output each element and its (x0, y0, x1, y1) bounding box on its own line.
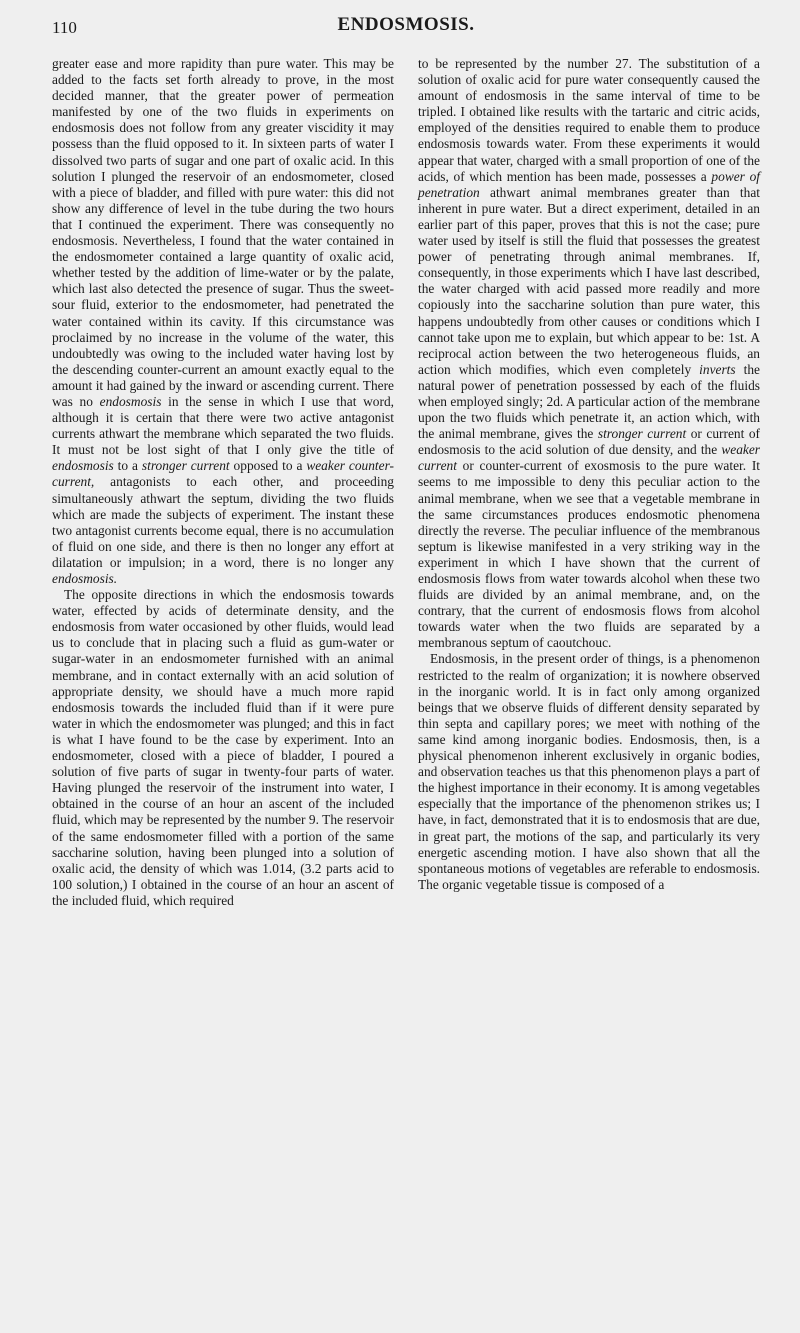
running-head: ENDOSMOSIS. (337, 14, 475, 35)
text-run: antagonists to each other, and proceeding simultaneously athwart the septum, dividing the two fluids which are made the subjects of experiment. The instant these two antagonist currents become equal, there is no accumulation of fluid on one side, and there is then no longer any effort at dilatation or impulsion; in a word, there is no longer any (52, 474, 394, 570)
text-run: or current of endosmosis to the acid solution of due density, and the (418, 426, 760, 458)
italic-run: stronger current (141, 458, 230, 474)
text-run: athwart animal membranes greater than that inherent in pure water. But a direct experiment, detailed in an earlier part of this paper, proves that this is not the case; pure water used by itself is still the fluid that possesses the greatest power of penetrating through animal membranes. If, consequently, in those experiments which I have last described, the water charged with acid passed more readily and more copiously into the saccharine solution than pure water, this happens undoubtedly from other causes or conditions which I cannot take upon me to explain, but which appear to be: 1st. A reciprocal action between the two heterogeneous fluids, an action which modifies, which even completely (418, 184, 760, 377)
text-run: in the sense in which I use that word, although it is certain that there were two active antagonist currents athwart the membrane which separated the two fluids. It must not be lost sight of that I only give the title of (52, 393, 394, 458)
text-columns (52, 56, 760, 909)
left-paragraph-2 (52, 587, 394, 909)
italic-run: endosmosis (99, 393, 162, 409)
page-header (52, 14, 760, 44)
left-paragraph-1 (52, 56, 394, 587)
italic-run: weaker current (418, 442, 760, 474)
italic-run: stronger current (597, 426, 687, 442)
italic-run: weaker counter-current, (52, 458, 394, 490)
text-run: to a (113, 458, 142, 474)
text-run: to be represented by the number 27. The substitution of a solution of oxalic acid for pure water consequently caused the amount of endosmosis in the same interval of time to be tripled. I obtained like results with the tartaric and citric acids, employed of the densities required to enable them to produce endosmosis towards water. From these experiments it would appear that water, charged with a small proportion of one of the acids, of which mention has been made, possesses a (418, 56, 760, 184)
right-paragraph-2 (418, 651, 760, 892)
text-run: Endosmosis, in the present order of things, is a phenomenon restricted to the realm of organization; it is nowhere observed in the inorganic world. It is in fact only among organized beings that we observe fluids of different density separated by thin septa and capillary pores; we meet with nothing of the same kind among inorganic bodies. Endosmosis, then, is a physical phenomenon inherent exclusively in organic bodies, and observation teaches us that this phenomenon plays a part of the highest importance in their economy. It is among vegetables especially that the importance of the phenomenon strikes us; I have, in fact, demonstrated that it is to endosmosis that are due, in great part, the motions of the sap, and particularly its very energetic ascending motion. I have also shown that all the spontaneous motions of vegetables are referable to endosmosis. The organic vegetable tissue is composed of a (418, 651, 760, 892)
right-paragraph-1 (418, 56, 760, 651)
text-run: greater ease and more rapidity than pure water. This may be added to the facts set forth already to prove, in the most decided manner, that the greater power of permeation manifested by one of the two fluids in experiments on endosmosis does not follow from any greater viscidity it may possess than the fluid opposed to it. In sixteen parts of water I dissolved two parts of sugar and one part of oxalic acid. In this solution I plunged the reservoir of an endosmometer, closed with a piece of bladder, and filled with pure water: this did not show any difference of level in the tube during the two hours that I continued the experiment. There was consequently no endosmosis. Nevertheless, I found that the water contained in the endosmometer contained a large quantity of oxalic acid, whether tested by the addition of lime-water or by the palate, which last also detected the presence of sugar. Thus the sweet-sour fluid, exterior to the endosmometer, had penetrated the water contained within its cavity. If this circumstance was proclaimed by no increase in the volume of the water, this undoubtedly was owing to the included water having lost by the descending counter-current an amount exactly equal to the amount it had gained by the inward or ascending current. There was no (52, 56, 394, 409)
text-run: the natural power of penetration possessed by each of the fluids when employed singly; 2d. A particular action of the membrane upon the two fluids which penetrate it, an action which, with the animal membrane, gives the (418, 361, 760, 442)
right-column (418, 56, 760, 909)
italic-run: power of penetration (418, 168, 760, 200)
italic-run: endosmosis. (52, 571, 118, 586)
left-column (52, 56, 394, 909)
text-run: opposed to a (229, 458, 307, 474)
page-number: 110 (52, 18, 77, 37)
italic-run: endosmosis (52, 458, 114, 474)
italic-run: inverts (699, 361, 736, 377)
text-run: or counter-current of exosmosis to the pure water. It seems to me impossible to deny this peculiar action to the animal membrane, when we see that a vegetable membrane in the same circumstances produces endosmotic phenomena directly the reverse. The peculiar influence of the membranous septum is likewise manifested in a very striking way in the experiment in which I have shown that the current of endosmosis flows from water towards alcohol when these two fluids are divided by an animal membrane, and, on the contrary, that the current of endosmosis flows from alcohol towards water when the two fluids are separated by a membranous septum of caoutchouc. (418, 458, 760, 651)
text-run: The opposite directions in which the endosmosis towards water, effected by acids of determinate density, and the endosmosis from water occasioned by other fluids, would lead us to conclude that in placing such a fluid as gum-water or sugar-water in an endosmometer furnished with an animal membrane, and in contact externally with an acid solution of appropriate density, we should have a much more rapid endosmosis towards the included fluid than if it were pure water in which the endosmometer was plunged; and this in fact is what I have found to be the case by experiment. Into an endosmometer, closed with a piece of bladder, I poured a solution of five parts of sugar in twenty-four parts of water. Having plunged the reservoir of the instrument into water, I obtained in the course of an hour an ascent of the included fluid, which may be represented by the number 9. The reservoir of the same endosmometer filled with a portion of the same saccharine solution, having been plunged into a solution of oxalic acid, the density of which was 1.014, (3.2 parts acid to 100 solution,) I obtained in the course of an hour an ascent of the included fluid, which required (52, 587, 394, 908)
